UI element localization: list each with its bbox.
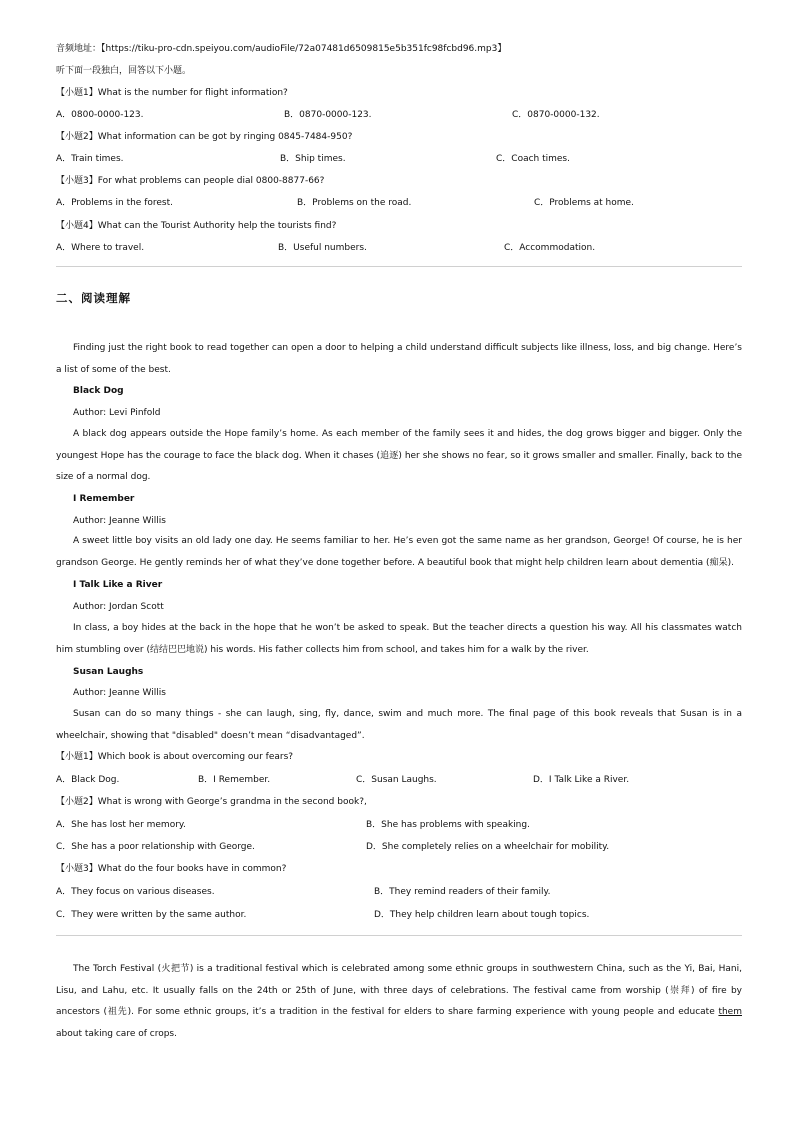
- reading-question-1: 【小题1】Which book is about overcoming our fears?: [56, 752, 294, 762]
- book-author-i-remember: Author: Jeanne Willis: [73, 516, 166, 526]
- reading-q1-option-c: C．Susan Laughs.: [356, 775, 437, 785]
- reading-question-2: 【小题2】What is wrong with George’s grandma in the second book?,: [56, 797, 367, 807]
- section-divider: [56, 266, 742, 267]
- book-author-i-talk-like-a-river: Author: Jordan Scott: [73, 602, 164, 612]
- book-author-black-dog: Author: Levi Pinfold: [73, 408, 161, 418]
- reading-q2-option-b: B．She has problems with speaking.: [366, 820, 530, 830]
- reading-q1-option-d: D．I Talk Like a River.: [533, 775, 630, 785]
- listening-q3-option-b: B．Problems on the road.: [297, 198, 412, 208]
- passage-divider: [56, 935, 742, 936]
- reading-q3-option-c: C．They were written by the same author.: [56, 910, 247, 920]
- book-text-black-dog: A black dog appears outside the Hope family’s home. As each member of the family sees it and hides, the dog grows bigger and bigger. Only the youngest Hope has the courage to face the black dog. When it chases (追逐) her she shows no fear, so it grows smaller and smaller. Finally, back to the size of a normal dog.: [56, 429, 742, 482]
- book-title-i-remember: I Remember: [73, 494, 135, 504]
- audio-address: 音频地址：【https://tiku-pro-cdn.speiyou.com/audioFile/72a07481d6509815e5b351fc98fcbd96.mp3】: [56, 44, 507, 54]
- listening-q2-option-c: C．Coach times.: [496, 154, 570, 164]
- reading-q1-option-b: B．I Remember.: [198, 775, 271, 785]
- listening-q1-option-c: C．0870-0000-132.: [512, 110, 600, 120]
- reading-q1-option-a: A．Black Dog.: [56, 775, 120, 785]
- passage1-intro: Finding just the right book to read together can open a door to helping a child understand difficult subjects like illness, loss, and big change. Here’s a list of some of the best.: [56, 343, 742, 375]
- reading-q3-option-b: B．They remind readers of their family.: [374, 887, 551, 897]
- listening-question-3: 【小题3】For what problems can people dial 0800-8877-66?: [56, 176, 325, 186]
- book-title-susan-laughs: Susan Laughs: [73, 667, 144, 677]
- book-text-i-remember: A sweet little boy visits an old lady one day. He seems familiar to her. He’s even got the same name as her grandson, George! Of course, he is her grandson George. He gently reminds her of what they’ve done together before. A beautiful book that might help children learn about dementia (痴呆).: [56, 536, 742, 568]
- reading-q2-option-c: C．She has a poor relationship with George.: [56, 842, 255, 852]
- passage2-text-after: about taking care of crops.: [56, 1028, 177, 1039]
- listening-q4-option-b: B．Useful numbers.: [278, 243, 367, 253]
- passage2-text-before: The Torch Festival (火把节) is a traditional festival which is celebrated among some ethnic groups in southwestern China, such as the Yi, Bai, Hani, Lisu, and Lahu, etc. It usually falls on the 24th or 25th of June, with three days of celebrations. The festival came from worship (崇拜) of fire by ancestors (祖先). For some ethnic groups, it’s a tradition in the festival for elders to share farming experience with young people and educate: [56, 964, 742, 1017]
- reading-question-3: 【小题3】What do the four books have in common?: [56, 864, 287, 874]
- book-title-i-talk-like-a-river: I Talk Like a River: [73, 580, 163, 590]
- reading-q3-option-d: D．They help children learn about tough topics.: [374, 910, 590, 920]
- passage2-paragraph: [56, 959, 742, 1045]
- listening-q4-option-a: A．Where to travel.: [56, 243, 145, 253]
- listening-q3-option-a: A．Problems in the forest.: [56, 198, 173, 208]
- listening-q2-option-b: B．Ship times.: [280, 154, 346, 164]
- reading-q3-option-a: A．They focus on various diseases.: [56, 887, 215, 897]
- listening-instruction: 听下面一段独白，回答以下小题。: [56, 66, 192, 76]
- section-title: 二、阅读理解: [56, 291, 131, 305]
- listening-q4-option-c: C．Accommodation.: [504, 243, 596, 253]
- listening-question-4: 【小题4】What can the Tourist Authority help the tourists find?: [56, 221, 337, 231]
- listening-question-1: 【小题1】What is the number for flight information?: [56, 88, 288, 98]
- passage2-underlined-word: them: [718, 1007, 742, 1017]
- listening-q1-option-a: A．0800-0000-123.: [56, 110, 144, 120]
- listening-q2-option-a: A．Train times.: [56, 154, 124, 164]
- book-author-susan-laughs: Author: Jeanne Willis: [73, 688, 166, 698]
- book-title-black-dog: Black Dog: [73, 386, 124, 396]
- book-text-susan-laughs: Susan can do so many things - she can laugh, sing, fly, dance, swim and much more. The final page of this book reveals that Susan is in a wheelchair, showing that "disabled" doesn’t mean “disadvantaged”.: [56, 709, 742, 741]
- listening-q1-option-b: B．0870-0000-123.: [284, 110, 372, 120]
- book-text-i-talk-like-a-river: In class, a boy hides at the back in the hope that he won’t be asked to speak. But the teacher directs a question his way. All his classmates watch him stumbling over (结结巴巴地说) his words. His father collects him from school, and takes him for a walk by the river.: [56, 623, 742, 655]
- reading-q2-option-a: A．She has lost her memory.: [56, 820, 186, 830]
- listening-question-2: 【小题2】What information can be got by ringing 0845-7484-950?: [56, 132, 353, 142]
- reading-q2-option-d: D．She completely relies on a wheelchair for mobility.: [366, 842, 610, 852]
- listening-q3-option-c: C．Problems at home.: [534, 198, 634, 208]
